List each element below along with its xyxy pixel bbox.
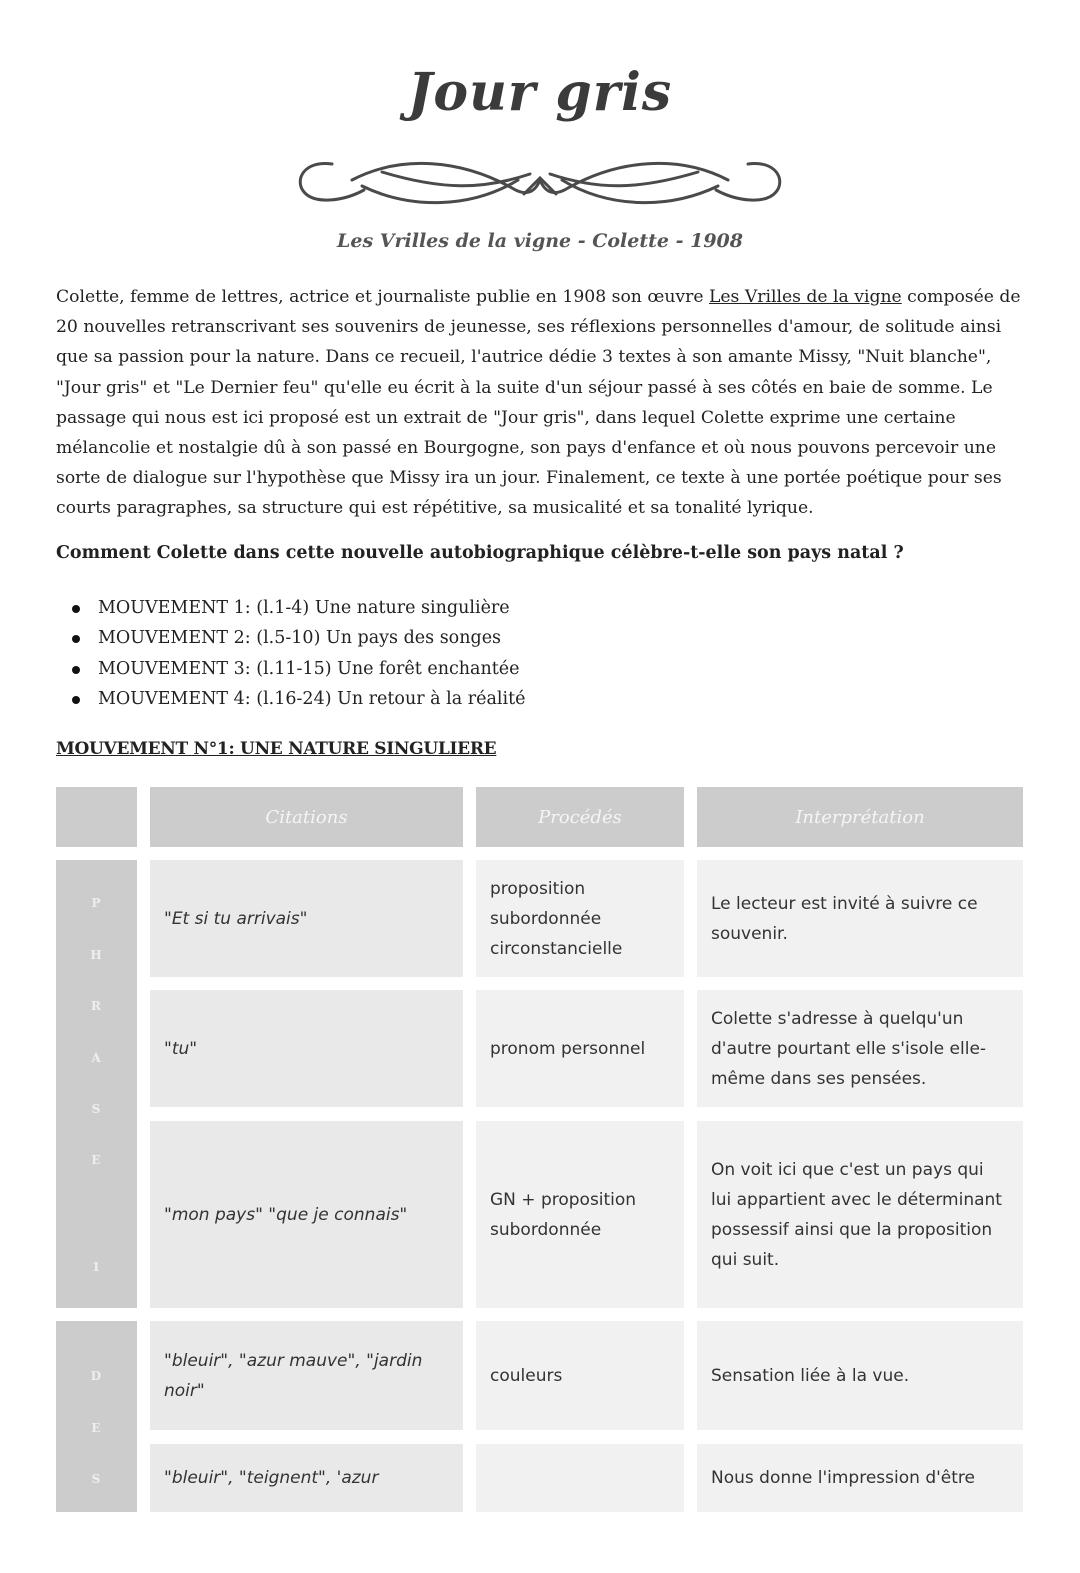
- side-letter: A: [91, 1051, 101, 1065]
- side-letter: D: [90, 1369, 102, 1383]
- intro-text-end: composée de 20 nouvelles retranscrivant ses souvenirs de jeunesse, ses réflexions personnelles d'amour, de solitude ainsi que sa passion pour la nature. Dans ce recueil, l'autrice dédie 3 textes à son amante Missy, "Nuit blanche", "Jour gris" et "Le Dernier feu" qu'elle eu écrit à la suite d'un séjour passé à ses côtés en baie de somme. Le passage qui nous est ici proposé est un extrait de "Jour gris", dans lequel Colette exprime une certaine mélancolie et nostalgie dû à son passé en Bourgogne, son pays d'enfance et où nous pouvons percevoir une sorte de dialogue sur l'hypothèse que Missy ira un jour. Finalement, ce texte à une portée poétique pour ses courts paragraphes, sa structure qui est répétitive, sa musicalité et sa tonalité lyrique.: [56, 287, 1021, 519]
- side-letter: E: [91, 1421, 101, 1435]
- side-letter: H: [90, 948, 102, 962]
- table-cell-procede: proposition subordonnée circonstancielle: [476, 860, 684, 977]
- table-cell-procede: GN + proposition subordonnée: [476, 1121, 684, 1308]
- page-title: Jour gris: [407, 62, 673, 123]
- side-letter: P: [91, 896, 101, 910]
- list-item: MOUVEMENT 4: (l.16-24) Un retour à la réalité: [70, 684, 526, 714]
- side-letter: 1: [91, 1260, 101, 1274]
- table-cell-interpretation: Le lecteur est invité à suivre ce souvenir.: [697, 860, 1023, 977]
- table-header-citations: Citations: [150, 787, 463, 847]
- table-cell-interpretation: Colette s'adresse à quelqu'un d'autre pourtant elle s'isole elle-même dans ses pensées.: [697, 990, 1023, 1107]
- page-subtitle: Les Vrilles de la vigne - Colette - 1908: [337, 230, 743, 252]
- table-cell-interpretation: Nous donne l'impression d'être: [697, 1444, 1023, 1512]
- side-letter: S: [91, 1102, 101, 1116]
- intro-text-start: Colette, femme de lettres, actrice et journaliste publie en 1908 son œuvre: [56, 287, 709, 307]
- list-item: MOUVEMENT 3: (l.11-15) Une forêt enchantée: [70, 654, 526, 684]
- table-cell-citation: "bleuir", "teignent", 'azur: [150, 1444, 463, 1512]
- side-label-group-2: [56, 1321, 137, 1512]
- list-item: MOUVEMENT 1: (l.1-4) Une nature singulière: [70, 593, 526, 623]
- ornament-divider-icon: [292, 150, 788, 214]
- table-cell-citation: "bleuir", "azur mauve", "jardin noir": [150, 1321, 463, 1430]
- table-cell-procede: pronom personnel: [476, 990, 684, 1107]
- section-title: MOUVEMENT N°1: UNE NATURE SINGULIERE: [56, 739, 497, 759]
- table-header-interpretation: Interprétation: [697, 787, 1023, 847]
- list-item: MOUVEMENT 2: (l.5-10) Un pays des songes: [70, 623, 526, 653]
- side-letter: R: [91, 999, 101, 1013]
- table-cell-procede: couleurs: [476, 1321, 684, 1430]
- side-letter: E: [91, 1153, 101, 1167]
- table-cell-interpretation: On voit ici que c'est un pays qui lui appartient avec le déterminant possessif ainsi que la proposition qui suit.: [697, 1121, 1023, 1308]
- problematic-question: Comment Colette dans cette nouvelle autobiographique célèbre-t-elle son pays natal ?: [56, 543, 904, 563]
- side-letter: S: [91, 1472, 101, 1486]
- side-label-phrase-1: [56, 860, 137, 1308]
- table-cell-interpretation: Sensation liée à la vue.: [697, 1321, 1023, 1430]
- intro-paragraph: [56, 282, 1026, 524]
- table-cell-procede: [476, 1444, 684, 1512]
- table-header-procedes: Procédés: [476, 787, 684, 847]
- table-cell-citation: "tu": [150, 990, 463, 1107]
- work-title-underlined: Les Vrilles de la vigne: [708, 287, 902, 307]
- table-header-blank: [56, 787, 137, 847]
- table-cell-citation: "mon pays" "que je connais": [150, 1121, 463, 1308]
- movements-list: [70, 593, 526, 714]
- table-cell-citation: "Et si tu arrivais": [150, 860, 463, 977]
